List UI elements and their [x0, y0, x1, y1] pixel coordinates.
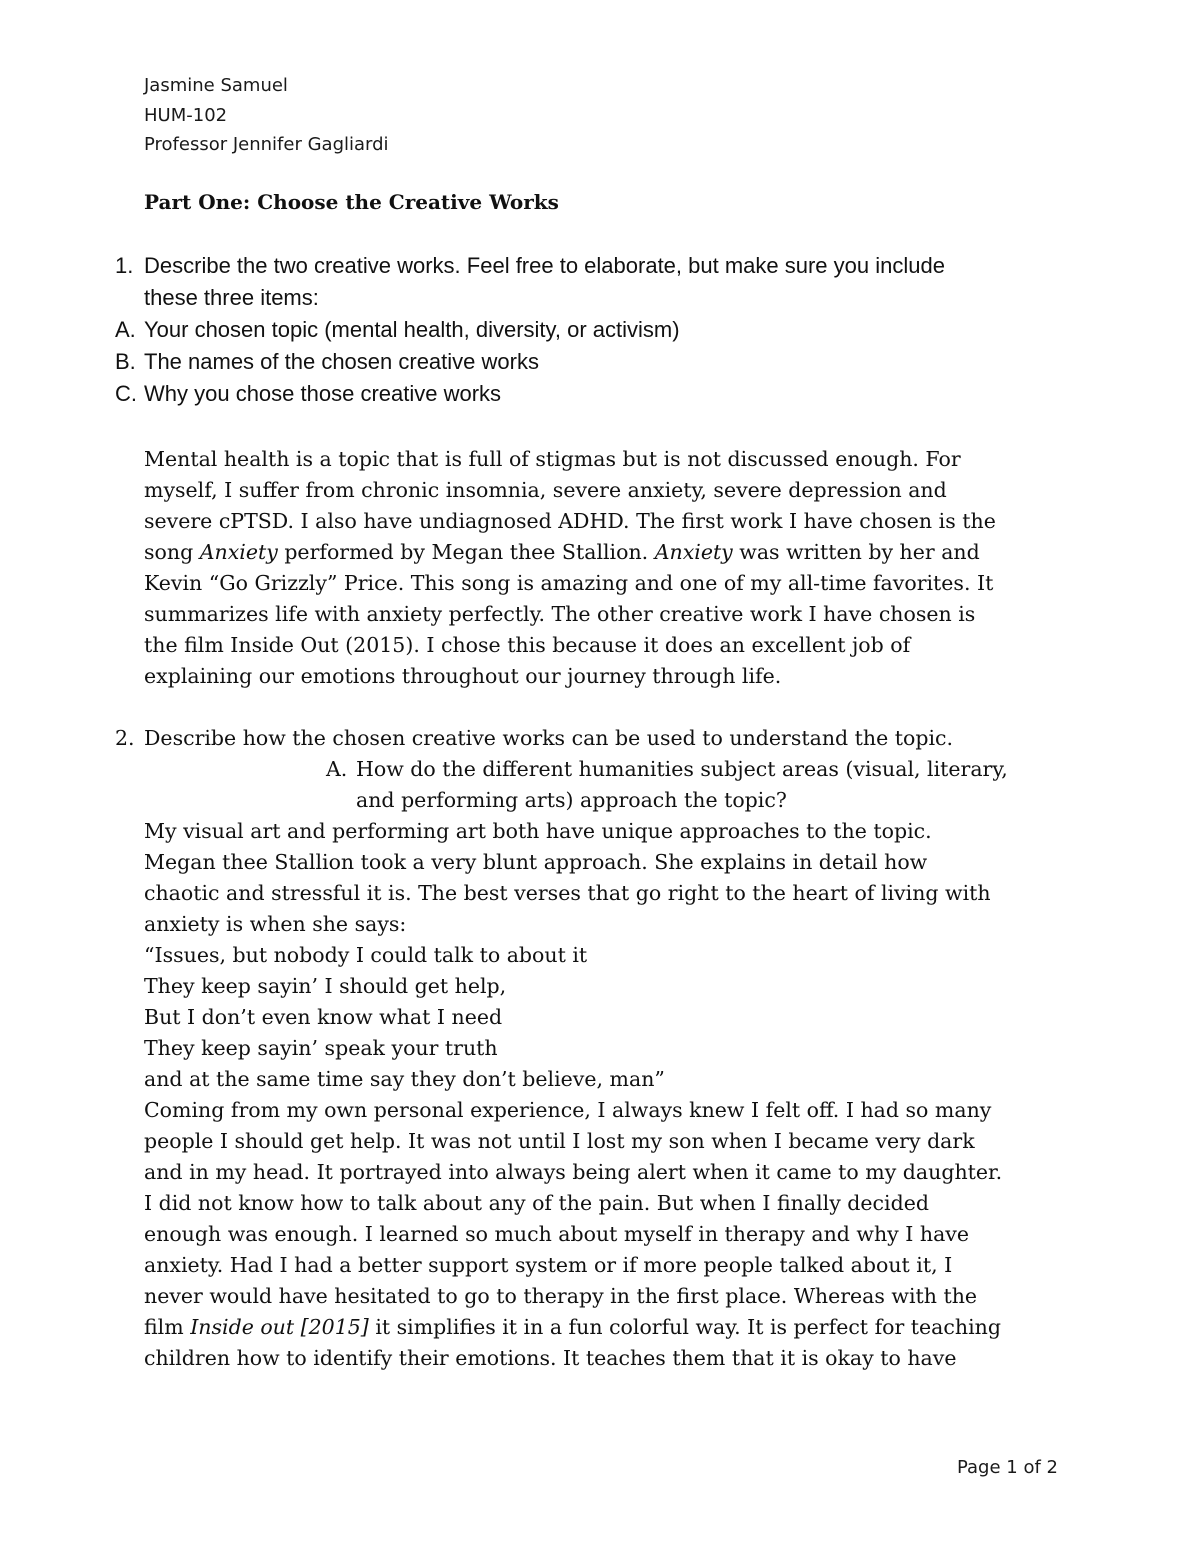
q1-item-c: Why you chose those creative works	[144, 381, 502, 406]
answer2-line-4: anxiety is when she says:	[144, 912, 407, 936]
q1-item-c-marker: C.	[115, 381, 137, 406]
q1-item-b-marker: B.	[115, 349, 136, 374]
answer2-line-3: chaotic and stressful it is. The best verses that go right to the heart of living with	[144, 881, 991, 905]
answer2-line-10: Coming from my own personal experience, I always knew I felt off. I had so many	[144, 1098, 992, 1122]
answer1-line-6: summarizes life with anxiety perfectly. The other creative work I have chosen is	[144, 602, 976, 626]
q1-line-1: Describe the two creative works. Feel free to elaborate, but make sure you include	[144, 253, 945, 278]
answer2-line-12: and in my head. It portrayed into always being alert when it came to my daughter.	[144, 1160, 1003, 1184]
lyric-line-1: “Issues, but nobody I could talk to about it	[144, 943, 588, 967]
answer2-line-15: anxiety. Had I had a better support system or if more people talked about it, I	[144, 1253, 953, 1277]
lyric-line-5: and at the same time say they don’t believe, man”	[144, 1067, 665, 1091]
section-title: Part One: Choose the Creative Works	[144, 190, 559, 214]
answer2-line-18: children how to identify their emotions. It teaches them that it is okay to have	[144, 1346, 957, 1370]
answer1-line-1: Mental health is a topic that is full of stigmas but is not discussed enough. For	[144, 447, 961, 471]
lyric-line-2: They keep sayin’ I should get help,	[144, 974, 507, 998]
song-title-italic: Anxiety	[199, 540, 278, 564]
answer1-line-4-b: performed by Megan thee Stallion.	[277, 540, 655, 564]
q2-sub-marker: A.	[326, 757, 348, 781]
author-name: Jasmine Samuel	[144, 75, 288, 96]
answer1-line-3: severe cPTSD. I also have undiagnosed ADHD. The first work I have chosen is the	[144, 509, 996, 533]
answer2-line-2: Megan thee Stallion took a very blunt approach. She explains in detail how	[144, 850, 928, 874]
answer2-line-17-a: film	[144, 1315, 191, 1339]
answer1-line-8: explaining our emotions throughout our journey through life.	[144, 664, 782, 688]
lyric-line-4: They keep sayin’ speak your truth	[144, 1036, 498, 1060]
song-title-italic-2: Anxiety	[654, 540, 733, 564]
q2-sub-line-2: and performing arts) approach the topic?	[356, 788, 787, 812]
answer2-line-17	[144, 1314, 1001, 1340]
answer2-line-11: people I should get help. It was not until I lost my son when I became very dark	[144, 1129, 975, 1153]
film-title-italic: Inside out [2015]	[190, 1315, 369, 1339]
answer1-line-7: the film Inside Out (2015). I chose this because it does an excellent job of	[144, 633, 911, 657]
q2-text: Describe how the chosen creative works can be used to understand the topic.	[144, 726, 954, 750]
q1-item-b: The names of the chosen creative works	[144, 349, 539, 374]
page-total: 2	[1046, 1457, 1058, 1478]
answer1-line-4	[144, 539, 980, 565]
answer2-line-16: never would have hesitated to go to therapy in the first place. Whereas with the	[144, 1284, 978, 1308]
page-indicator	[957, 1457, 1058, 1478]
professor-name: Professor Jennifer Gagliardi	[144, 134, 389, 155]
q1-number: 1.	[115, 253, 134, 278]
lyric-line-3: But I don’t even know what I need	[144, 1005, 503, 1029]
q2-sub-line-1: How do the different humanities subject areas (visual, literary,	[356, 757, 1008, 781]
answer2-line-17-b: it simplifies it in a fun colorful way. It is perfect for teaching	[368, 1315, 1001, 1339]
answer2-line-14: enough was enough. I learned so much about myself in therapy and why I have	[144, 1222, 970, 1246]
answer1-line-4-a: song	[144, 540, 200, 564]
course-code: HUM-102	[144, 105, 228, 126]
answer1-line-5: Kevin “Go Grizzly” Price. This song is amazing and one of my all-time favorites. It	[144, 571, 994, 595]
page-number: 1	[1006, 1457, 1018, 1478]
page-label: Page	[956, 1457, 1001, 1478]
answer2-line-13: I did not know how to talk about any of the pain. But when I finally decided	[144, 1191, 929, 1215]
q2-number: 2.	[115, 726, 135, 750]
q1-line-2: these three items:	[144, 285, 319, 310]
answer1-line-4-c: was written by her and	[732, 540, 980, 564]
answer1-line-2: myself, I suffer from chronic insomnia, severe anxiety, severe depression and	[144, 478, 947, 502]
q1-item-a: Your chosen topic (mental health, diversity, or activism)	[144, 317, 680, 342]
q1-item-a-marker: A.	[115, 317, 136, 342]
answer2-line-1: My visual art and performing art both have unique approaches to the topic.	[144, 819, 932, 843]
of-label: of	[1023, 1457, 1041, 1478]
